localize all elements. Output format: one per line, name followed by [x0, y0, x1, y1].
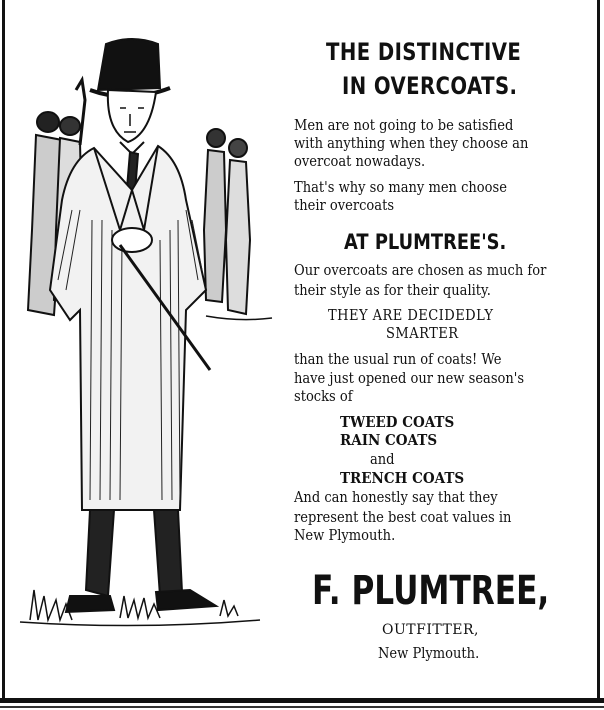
trade-label: OUTFITTER, [382, 622, 480, 638]
intro-line-3: overcoat nowadays. [294, 154, 426, 170]
coat-and: and [370, 452, 395, 468]
smarter-line-1: THEY ARE DECIDEDLY [328, 308, 494, 324]
claim-line-1: And can honestly say that they [294, 490, 498, 506]
intro-line-5: their overcoats [294, 198, 395, 214]
claim-line-3: New Plymouth. [294, 528, 396, 544]
location-label: New Plymouth. [378, 646, 480, 662]
top-hat [90, 39, 170, 97]
claim-line-2: represent the best coat values in [294, 510, 512, 526]
smarter-line-2: SMARTER [386, 326, 459, 342]
usual-line-2: have just opened our new season's [294, 371, 525, 387]
intro-line-1: Men are not going to be satisfied [294, 118, 514, 134]
bottom-rule-thin [0, 706, 604, 708]
usual-line-1: than the usual run of coats! We [294, 352, 502, 368]
sub-headline: AT PLUMTREE'S. [344, 230, 507, 254]
quality-line-2: their style as for their quality. [294, 283, 491, 299]
coat-rain: RAIN COATS [340, 431, 438, 449]
headline-line-1: THE DISTINCTIVE [326, 38, 522, 66]
trouser-legs [86, 510, 182, 596]
coat-trench: TRENCH COATS [340, 469, 465, 487]
intro-line-4: That's why so many men choose [294, 180, 507, 196]
background-figures-right [204, 129, 272, 320]
headline-line-2: IN OVERCOATS. [342, 72, 518, 100]
usual-line-3: stocks of [294, 389, 353, 405]
coat-tweed: TWEED COATS [340, 413, 455, 431]
quality-line-1: Our overcoats are chosen as much for [294, 263, 547, 279]
bottom-rule [0, 698, 604, 703]
man-in-overcoat-illustration [10, 30, 280, 650]
intro-line-2: with anything when they choose an [294, 136, 529, 152]
brand-name: F. PLUMTREE, [312, 568, 550, 614]
